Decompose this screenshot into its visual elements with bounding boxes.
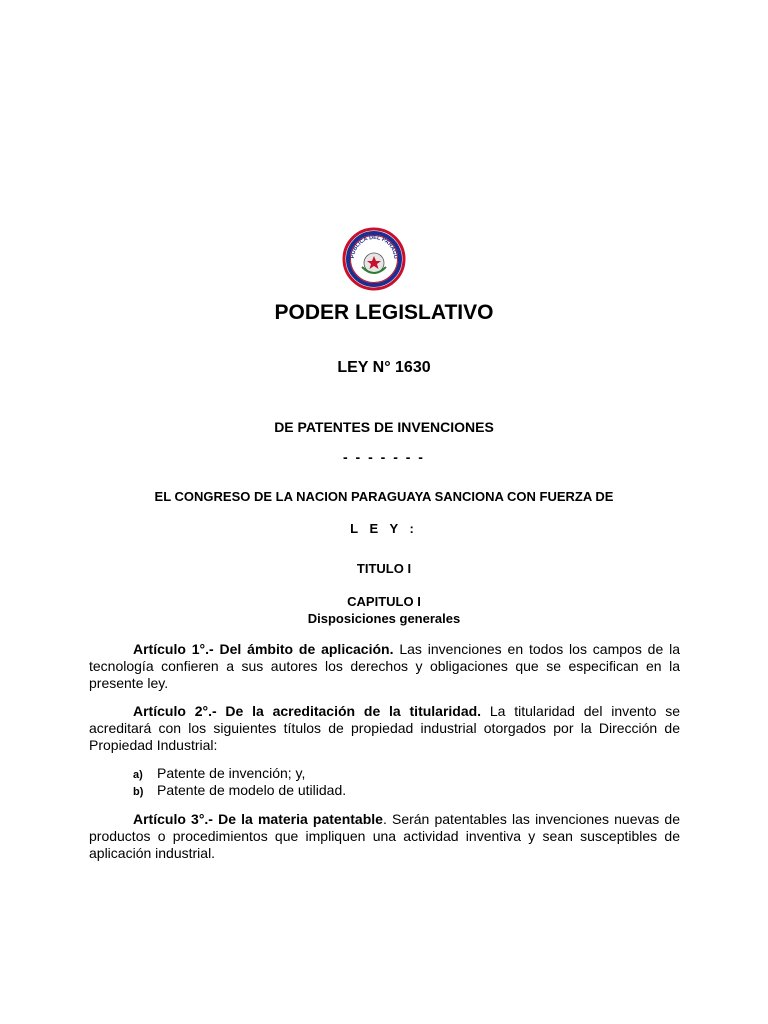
enactment-formula: EL CONGRESO DE LA NACION PARAGUAYA SANCIONA CON FUERZA DE: [154, 489, 614, 504]
list-text: Patente de invención; y,: [157, 765, 306, 781]
article-3: [89, 811, 680, 862]
ley-heading: L E Y :: [350, 521, 418, 536]
article-1-body: Las invenciones en todos los campos de la tecnología confieren a sus autores los derechos y obligaciones que se especifican en la presente ley.: [89, 641, 680, 691]
list-text: Patente de modelo de utilidad.: [157, 782, 347, 798]
capitulo-name: Disposiciones generales: [307, 611, 461, 626]
article-2: [89, 703, 680, 754]
law-subject: DE PATENTES DE INVENCIONES: [274, 419, 494, 435]
article-3-body: . Serán patentables las invenciones nuevas de productos o procedimientos que impliquen una actividad inventiva y sean susceptibles de aplicación industrial.: [89, 811, 681, 861]
page-title: PODER LEGISLATIVO: [274, 301, 494, 324]
list-letter: a): [133, 769, 143, 781]
article-1-heading: Artículo 1°.- Del ámbito de aplicación.: [133, 641, 394, 657]
separator: - - - - - - -: [343, 449, 425, 465]
capitulo-heading: [0, 593, 768, 627]
law-number: LEY N° 1630: [337, 359, 431, 376]
paraguay-seal-icon: [342, 227, 406, 291]
capitulo-number: CAPITULO I: [347, 594, 421, 609]
list-item: [133, 782, 346, 801]
article-2-heading: Artículo 2°.- De la acreditación de la titularidad.: [133, 703, 482, 719]
article-1: [89, 641, 680, 692]
seal-text: PUBLICA DEL PARAGU: [349, 234, 399, 260]
titulo-heading: TITULO I: [356, 561, 412, 576]
article-3-heading: Artículo 3°.- De la materia patentable: [133, 811, 383, 827]
article-2-body: La titularidad del invento se acreditará con los siguientes títulos de propiedad industrial otorgados por la Dirección de Propiedad Industrial:: [89, 703, 680, 753]
list-letter: b): [133, 786, 144, 798]
